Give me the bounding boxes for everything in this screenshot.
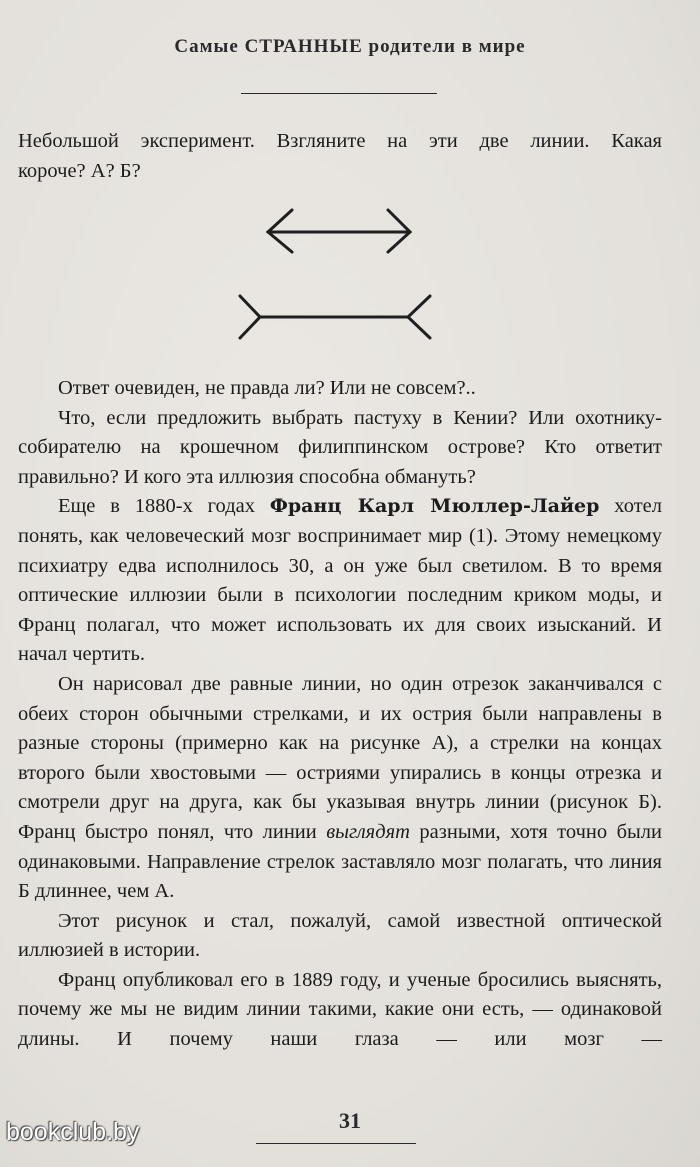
- body-text: [18, 374, 662, 1055]
- footer-rule: [256, 1143, 416, 1144]
- paragraph-3-rest: хотел понять, как человеческий мозг воспринимает мир (1). Этому немецкому психиатру едва исполнилось 30, а он уже был светилом. В то время оптические иллюзии были в психологии последним криком моды, и Франц полагал, что может использовать их для своих изысканий. И начал чертить.: [18, 495, 663, 666]
- muller-lyer-illusion-icon: [220, 190, 450, 350]
- line-b-left-tail: [240, 296, 260, 338]
- paragraph-3-start: Еще в 1880-х годах: [58, 495, 270, 518]
- header-rule: [241, 93, 437, 94]
- paragraph-2: Что, если предложить выбрать пастуху в Кении? Или охотнику-собирателю на крошечном филиппинском острове? Кто ответит правильно? И кого эта иллюзия способна обмануть?: [18, 406, 662, 488]
- intro-paragraph: [18, 127, 662, 186]
- line-b-right-tail: [408, 296, 430, 338]
- running-title: Самые СТРАННЫЕ родители в мире: [174, 36, 526, 57]
- intro-line-1: Небольшой эксперимент. Взгляните на эти две линии. Какая: [18, 130, 662, 152]
- intro-line-2: короче? А? Б?: [18, 159, 141, 182]
- paragraph-3: [18, 492, 662, 670]
- paragraph-4: [18, 670, 662, 907]
- paragraph-6: Франц опубликовал его в 1889 году, и ученые бросились выяснять, почему же мы не видим линии такими, какие они есть, — одинаковой длины. И почему наши глаза — или мозг —: [18, 968, 662, 1051]
- page-number: 31: [339, 1108, 361, 1133]
- watermark-logo: bookclub.by: [6, 1118, 140, 1146]
- person-name: Франц Карл Мюллер-Лайер: [269, 495, 600, 518]
- emphasis-word: выглядят: [326, 820, 410, 843]
- paragraph-4-start: Он нарисовал две равные линии, но один отрезок заканчивался с обеих сторон обычными стрелками, и их острия были направлены в разные стороны (примерно как на рисунке А), а стрелки на концах второго были хвостовыми — остриями упирались в концы отрезка и смотрели друг на друга, как бы указывая внутрь линии (рисунок Б). Франц быстро понял, что линии: [18, 672, 662, 843]
- paragraph-5: Этот рисунок и стал, пожалуй, самой известной оптической иллюзией в истории.: [18, 909, 662, 962]
- paragraph-4-rest: разными, хотя точно были одинаковыми. Направление стрелок заставляло мозг полагать, что линия Б длиннее, чем А.: [18, 820, 663, 903]
- paragraph-1: Ответ очевиден, не правда ли? Или не совсем?..: [58, 377, 476, 399]
